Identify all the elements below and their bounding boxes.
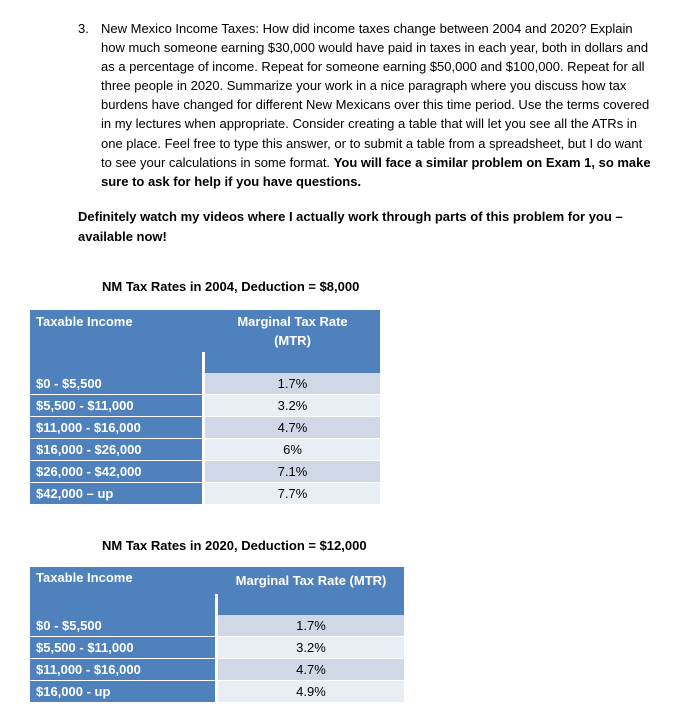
table-row: [30, 615, 404, 637]
income-bracket: $0 - $5,500: [30, 615, 215, 637]
question-body: [101, 19, 653, 191]
tax-rate: 3.2%: [218, 637, 404, 659]
income-bracket: $5,500 - $11,000: [30, 637, 215, 659]
tax-rate: 1.7%: [218, 615, 404, 637]
question-bold-text: You will face a similar problem on Exam 1, so make sure to ask for help if you have questions.: [101, 154, 651, 189]
header-taxable-income: Taxable Income: [30, 567, 215, 594]
table-row: [30, 461, 380, 483]
table-2004: [30, 310, 380, 505]
table-row: [30, 483, 380, 505]
table-row: [30, 373, 380, 395]
question-number: 3.: [78, 21, 89, 36]
tax-rate: 4.7%: [205, 417, 380, 439]
question-text: New Mexico Income Taxes: How did income taxes change between 2004 and 2020? Explain how much someone earning $30,000 would have paid in taxes in each year, both in dollars and as a percentage of income. Repeat for someone earning $50,000 and $100,000. Repeat for all three people in 2020. Summarize your work in a nice paragraph where you discuss how tax burdens have changed for different New Mexicans over this time period. Use the terms covered in my lectures when appropriate. Consider creating a table that will let you see all the ATRs in one place. Feel free to type this answer, or to submit a table from a spreadsheet, but I do want to see your calculations in some format.: [101, 21, 650, 170]
income-bracket: $11,000 - $16,000: [30, 417, 202, 439]
question-3: [78, 19, 653, 191]
tax-rate: 7.7%: [205, 483, 380, 505]
table-2020-header: [30, 567, 404, 594]
header-taxable-income: Taxable Income: [30, 310, 202, 352]
table-2004-header: [30, 310, 380, 352]
tax-rate: 4.7%: [218, 659, 404, 681]
table-row: [30, 395, 380, 417]
video-note: Definitely watch my videos where I actually work through parts of this problem for you – available now!: [78, 209, 623, 244]
header-marginal-tax-rate: Marginal Tax Rate (MTR): [218, 567, 404, 594]
header-marginal-tax-rate-label: Marginal Tax Rate (MTR): [237, 314, 348, 348]
income-bracket: $0 - $5,500: [30, 373, 202, 395]
income-bracket: $26,000 - $42,000: [30, 461, 202, 483]
table-2004-caption: NM Tax Rates in 2004, Deduction = $8,000: [102, 279, 360, 294]
table-row: [30, 681, 404, 703]
tax-rate: 1.7%: [205, 373, 380, 395]
table-2020-caption: NM Tax Rates in 2020, Deduction = $12,000: [102, 538, 367, 553]
table-row: [30, 659, 404, 681]
table-2020: [30, 567, 404, 703]
tax-rate: 7.1%: [205, 461, 380, 483]
table-row: [30, 417, 380, 439]
table-row: [30, 439, 380, 461]
tax-rate: 3.2%: [205, 395, 380, 417]
tax-rate: 4.9%: [218, 681, 404, 703]
income-bracket: $5,500 - $11,000: [30, 395, 202, 417]
header-marginal-tax-rate: [205, 310, 380, 352]
table-row: [30, 637, 404, 659]
income-bracket: $11,000 - $16,000: [30, 659, 215, 681]
income-bracket: $16,000 - up: [30, 681, 215, 703]
tax-rate: 6%: [205, 439, 380, 461]
income-bracket: $16,000 - $26,000: [30, 439, 202, 461]
income-bracket: $42,000 – up: [30, 483, 202, 505]
